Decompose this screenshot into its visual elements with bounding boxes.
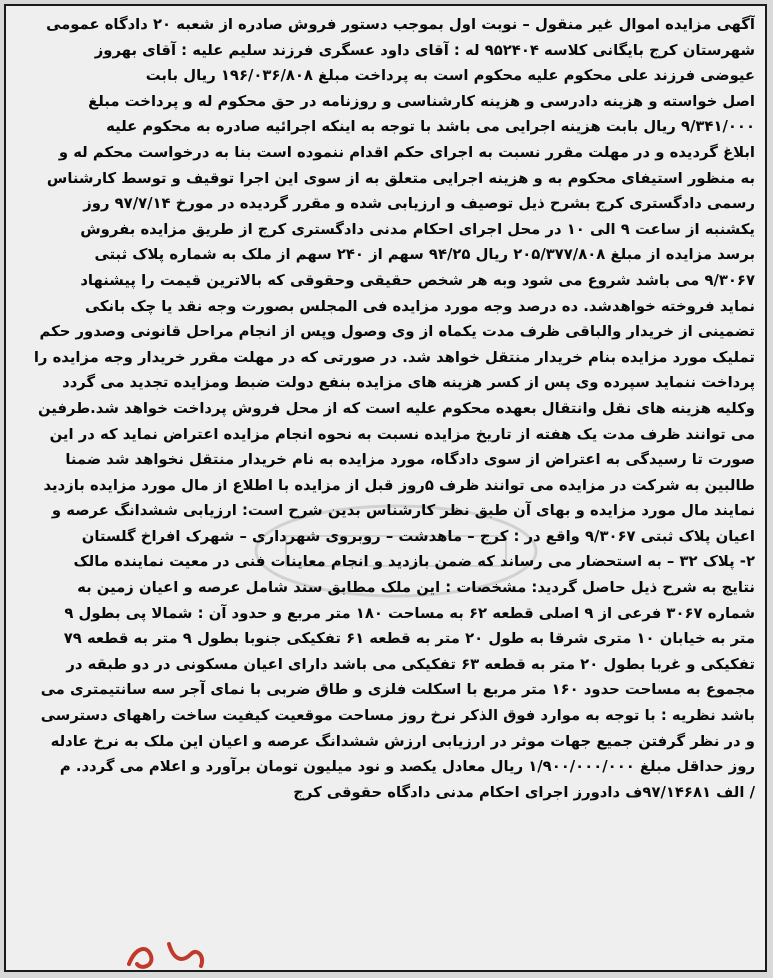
- notice-line: مجموع به مساحت حدود ۱۶۰ متر مربع با اسکلت فلزی و طاق ضربی با نمای آجر سه سانتیمتری می: [40, 681, 755, 699]
- notice-line: عیوضی فرزند علی محکوم علیه محکوم است به پرداخت مبلغ ۱۹۶/۰۳۶/۸۰۸ ریال بابت: [145, 67, 755, 85]
- notice-line: ۹/۳۴۱/۰۰۰ ریال بابت هزینه اجرایی می باشد با توجه به اینکه اجرائیه صادره به محکوم علیه: [106, 118, 755, 136]
- red-ink-mark: [121, 934, 211, 972]
- notice-line: / الف ۹۷/۱۴۶۸۱ف دادورز اجرای احکام مدنی دادگاه حقوقی کرج: [293, 783, 755, 801]
- notice-line: برسد مزایده از مبلغ ۲۰۵/۳۷۷/۸۰۸ ریال ۹۴/۲۵ سهم از ۲۴۰ سهم از ملک به شماره پلاک ثبتی: [94, 246, 755, 264]
- notice-line: می توانند ظرف مدت یک هفته از تاریخ مزایده نسبت به نحوه انجام مزایده اعتراض نماید که در این: [49, 425, 755, 443]
- newspaper-clipping: [4, 4, 767, 972]
- notice-line: تملیک مورد مزایده بنام خریدار منتقل خواهد شد. در صورتی که در مهلت مقرر خریدار وجه مزایده را: [33, 348, 755, 366]
- notice-line: اعیان پلاک ثبتی ۹/۳۰۶۷ واقع در : کرج – ماهدشت – روبروی شهرداری – شهرک افراخ گلستان: [81, 527, 755, 545]
- notice-line: تفکیکی و غربا بطول ۲۰ متر به قطعه ۶۳ تفکیکی می باشد دارای اعیان مسکونی در دو طبقه در: [66, 655, 755, 673]
- notice-line: و در نظر گرفتن جمیع جهات موثر در ارزیابی ارزش ششدانگ عرصه و اعیان این ملک به نرخ عادله: [50, 732, 755, 750]
- notice-line: به منظور استیفای محکوم به و هزینه اجرایی متعلق به از سوی این اجرا توقیف و توسط کارشناس: [46, 169, 755, 187]
- notice-line: تضمینی از خریدار والباقی ظرف مدت یکماه از وی وصول وپس از انجام مراحل قانونی وصدور حکم: [39, 323, 755, 341]
- notice-line: وکلیه هزینه های نقل وانتقال بعهده محکوم علیه است که از محل فروش پرداخت خواهد شد.طرفین: [37, 399, 755, 417]
- notice-line: نماید فروخته خواهدشد. ده درصد وجه مورد مزایده فی المجلس بصورت وجه نقد یا چک بانکی: [84, 297, 755, 315]
- notice-line: پرداخت ننماید سپرده وی پس از کسر هزینه های مزایده بنفع دولت ضبط ومزایده تجدید می گردد: [62, 374, 755, 392]
- notice-line: رسمی دادگستری کرج بشرح ذیل توصیف و ارزیابی شده و مقرر گردیده در مورخ ۹۷/۷/۱۴ روز: [83, 195, 755, 213]
- notice-line: باشد نظریه : با توجه به موارد فوق الذکر نرخ روز مساحت موقعیت کیفیت ساخت راههای دسترسی: [40, 707, 755, 725]
- notice-line: اصل خواسته و هزینه دادرسی و هزینه کارشناسی و روزنامه در حق محکوم له و پرداخت مبلغ: [88, 92, 755, 110]
- notice-line: طالبین به شرکت در مزایده می توانند ظرف ۵روز قبل از مزایده با اطلاع از مال مورد مزایده بازدید: [43, 476, 755, 494]
- notice-line: آگهی مزایده اموال غیر منقول – نوبت اول بموجب دستور فروش صادره از شعبه ۲۰ دادگاه عمومی: [46, 16, 755, 33]
- notice-line: شماره ۳۰۶۷ فرعی از ۹ اصلی قطعه ۶۲ به مساحت ۱۸۰ متر مربع و حدود آن : شمالا پی بطول ۹: [64, 604, 755, 622]
- notice-line: یکشنبه از ساعت ۹ الی ۱۰ در محل اجرای احکام مدنی دادگستری کرج از طریق مزایده بفروش: [80, 220, 755, 238]
- auction-notice-text: [16, 12, 755, 805]
- notice-line: صورت تا رسیدگی به اعتراض از سوی دادگاه، مورد مزایده به نام خریدار منتقل نخواهد شد ضمنا: [65, 451, 755, 469]
- notice-line: شهرستان کرج بایگانی کلاسه ۹۵۲۴۰۴ له : آقای داود عسگری فرزند سلیم علیه : آقای بهروز: [94, 41, 755, 59]
- notice-line: ۲- پلاک ۳۲ – به استحضار می رساند که ضمن بازدید و انجام معاینات فنی در معیت نماینده مالک: [73, 553, 755, 571]
- notice-line: روز حداقل مبلغ ۱/۹۰۰/۰۰۰/۰۰۰ ریال معادل یکصد و نود میلیون تومان برآورد و اعلام می گردد. م: [59, 758, 755, 776]
- notice-line: نتایج به شرح ذیل حاصل گردید: مشخصات : این ملک مطابق سند شامل عرصه و اعیان زمین به: [77, 579, 755, 597]
- notice-line: متر به خیابان ۱۰ متری شرقا به طول ۲۰ متر به قطعه ۶۱ تفکیکی جنوبا بطول ۹ متر به قطعه ۷۹: [63, 630, 755, 648]
- notice-line: ۹/۳۰۶۷ می باشد شروع می شود وبه هر شخص حقیقی وحقوقی که بالاترین قیمت را پیشنهاد: [80, 271, 755, 289]
- notice-line: ابلاغ گردیده و در مهلت مقرر نسبت به اجرای حکم اقدام ننموده است بنا به درخواست محکم له و: [58, 143, 755, 161]
- notice-line: نمایند مال مورد مزایده و بهای آن طبق نظر کارشناس بدین شرح است: ارزیابی ششدانگ عرصه و: [51, 502, 755, 520]
